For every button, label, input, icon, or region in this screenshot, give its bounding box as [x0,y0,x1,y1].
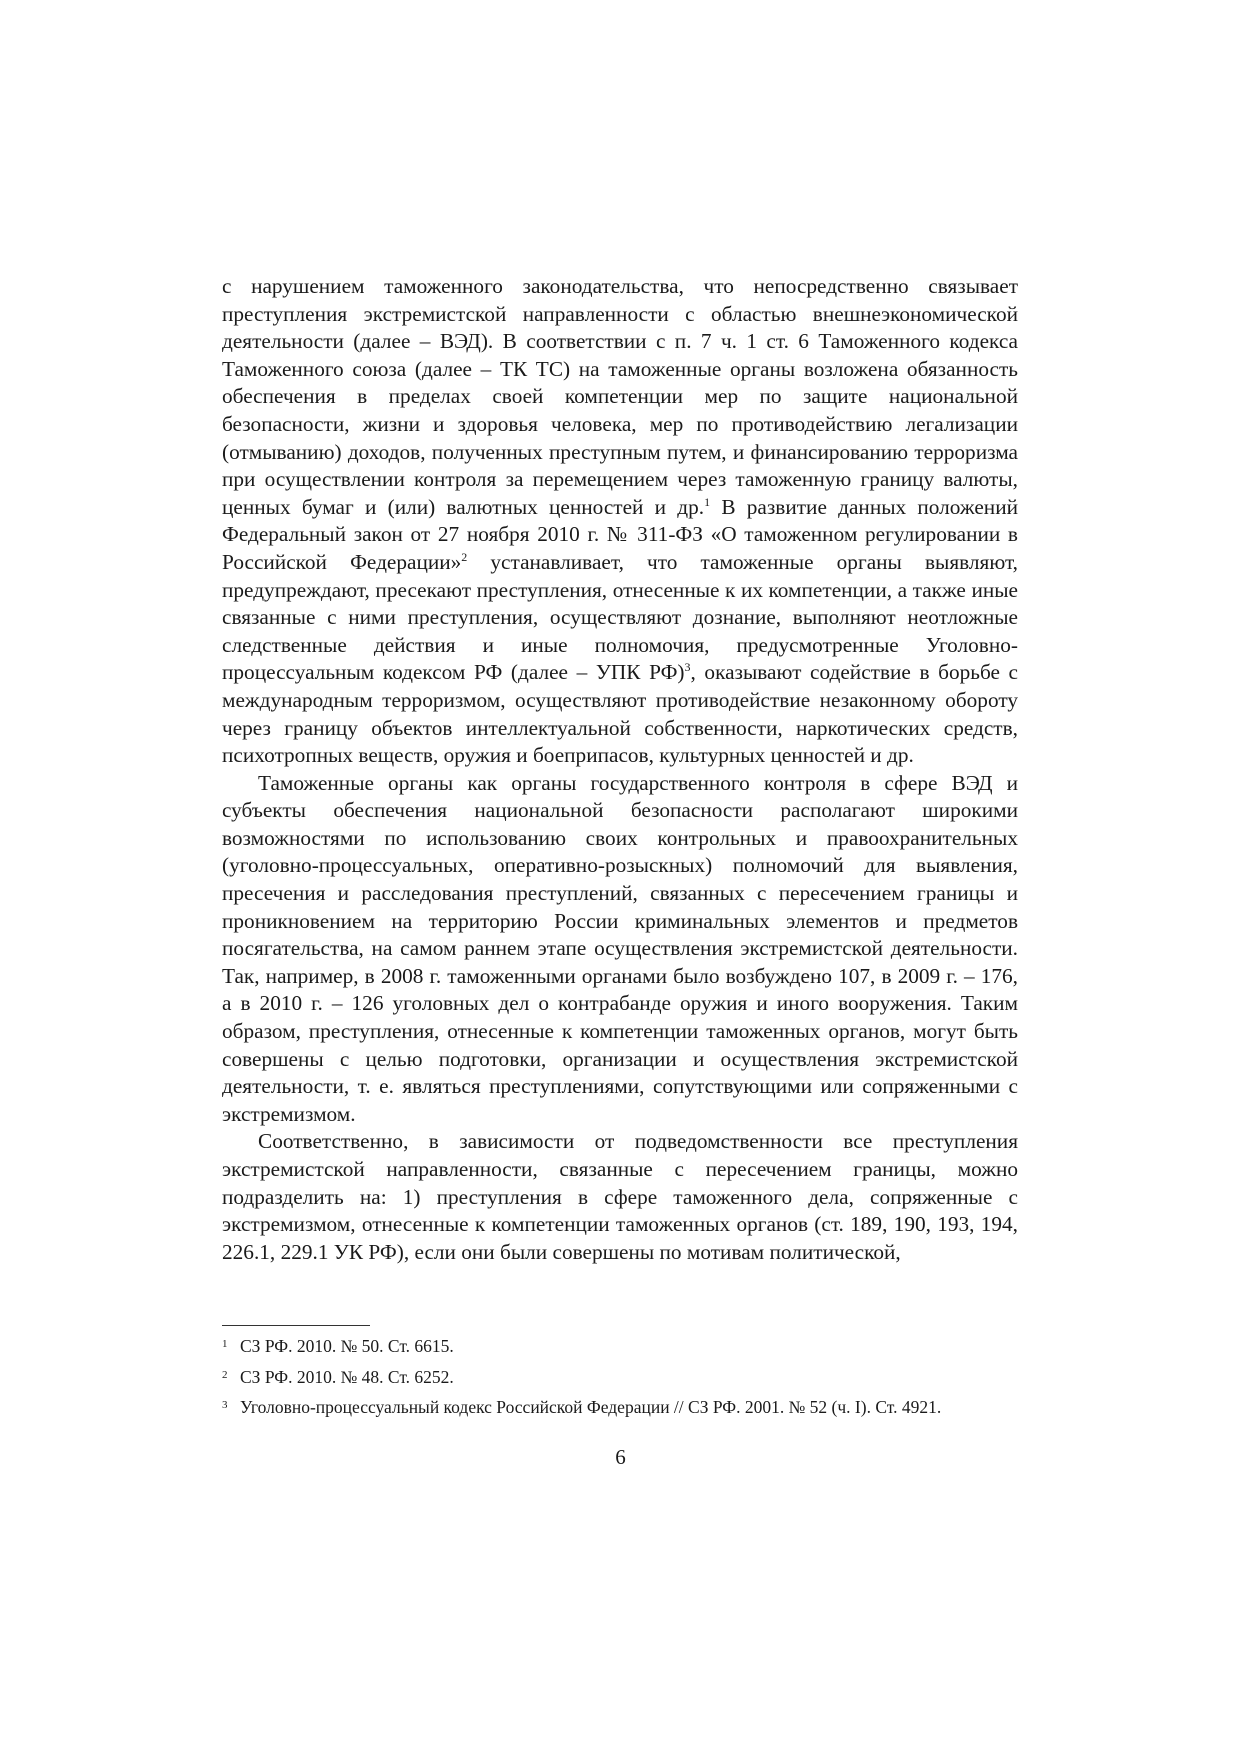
footnote-ref-1: 1 [704,494,711,509]
footnote-divider [222,1325,370,1326]
paragraph-1-text-b: В развитие данных положений Федеральный закон от 27 ноября 2010 г. № 311-ФЗ «О таможенном регулировании в Российской Федерации» [222,494,1018,574]
footnote-3 [222,1395,1018,1420]
paragraph-3: Соответственно, в зависимости от подведомственности все преступления экстремистской направленности, связанные с пересечением границы, можно подразделить на: 1) преступления в сфере таможенного дела, сопряженные с экстремизмом, отнесенные к компетенции таможенных органов (ст. 189, 190, 193, 194, 226.1, 229.1 УК РФ), если они были совершены по мотивам политической, [222,1129,1018,1264]
footnote-number: 2 [222,1368,228,1381]
footnote-1 [222,1334,1018,1359]
paragraph-1-text-a: с нарушением таможенного законодательства, что непосредственно связывает преступления экстремистской направленности с областью внешнеэкономической деятельности (далее – ВЭД). В соответствии с п. 7 ч. 1 ст. 6 Таможенного кодекса Таможенного союза (далее – ТК ТС) на таможенные органы возложена обязанность обеспечения в пределах своей компетенции мер по защите национальной безопасности, жизни и здоровья человека, мер по противодействию легализации (отмыванию) доходов, полученных преступным путем, и финансированию терроризма при осуществлении контроля за перемещением через таможенную границу валюты, ценных бумаг и (или) валютных ценностей и др. [222,274,1018,519]
footnote-text: СЗ РФ. 2010. № 50. Ст. 6615. [240,1336,454,1356]
footnotes [222,1334,1018,1426]
footnote-2 [222,1365,1018,1390]
footnote-number: 3 [222,1399,228,1411]
paragraph-1-text-d: , оказывают содействие в борьбе с международным терроризмом, осуществляют противодействие незаконному обороту через границу объектов интеллектуальной собственности, наркотических средств, психотропных веществ, оружия и боеприпасов, культурных ценностей и др. [222,660,1019,768]
footnote-ref-2: 2 [461,549,468,564]
paragraph-1-text-c: устанавливает, что таможенные органы выявляют, предупреждают, пресекают преступления, отнесенные к их компетенции, а также иные связанные с ними преступления, осуществляют дознание, выполняют неотложные следственные действия и иные полномочия, предусмотренные Уголовно-процессуальным кодексом РФ (далее – УПК РФ) [222,549,1018,685]
footnote-ref-3: 3 [684,660,691,675]
page-number: 6 [615,1445,626,1469]
footnote-number: 1 [222,1338,228,1350]
paragraph-1 [222,273,1018,770]
footnote-text: СЗ РФ. 2010. № 48. Ст. 6252. [240,1366,454,1387]
paragraph-2: Таможенные органы как органы государственного контроля в сфере ВЭД и субъекты обеспечения национальной безопасности располагают широкими возможностями по использованию своих контрольных и правоохранительных (уголовно-процессуальных, оперативно-розыскных) полномочий для выявления, пресечения и расследования преступлений, связанных с пересечением границы и проникновением на территорию России криминальных элементов и предметов посягательства, на самом раннем этапе осуществления экстремистской деятельности. Так, например, в 2008 г. таможенными органами было возбуждено 107, в 2009 г. – 176, а в 2010 г. – 126 уголовных дел о контрабанде оружия и иного вооружения. Таким образом, преступления, отнесенные к компетенции таможенных органов, могут быть совершены с целью подготовки, организации и осуществления экстремистской деятельности, т. е. являться преступлениями, сопутствующими или сопряженными с экстремизмом. [222,770,1018,1126]
body-text [222,273,1018,1266]
footnote-text: Уголовно-процессуальный кодекс Российской Федерации // СЗ РФ. 2001. № 52 (ч. I). Ст. 4921. [240,1397,942,1417]
